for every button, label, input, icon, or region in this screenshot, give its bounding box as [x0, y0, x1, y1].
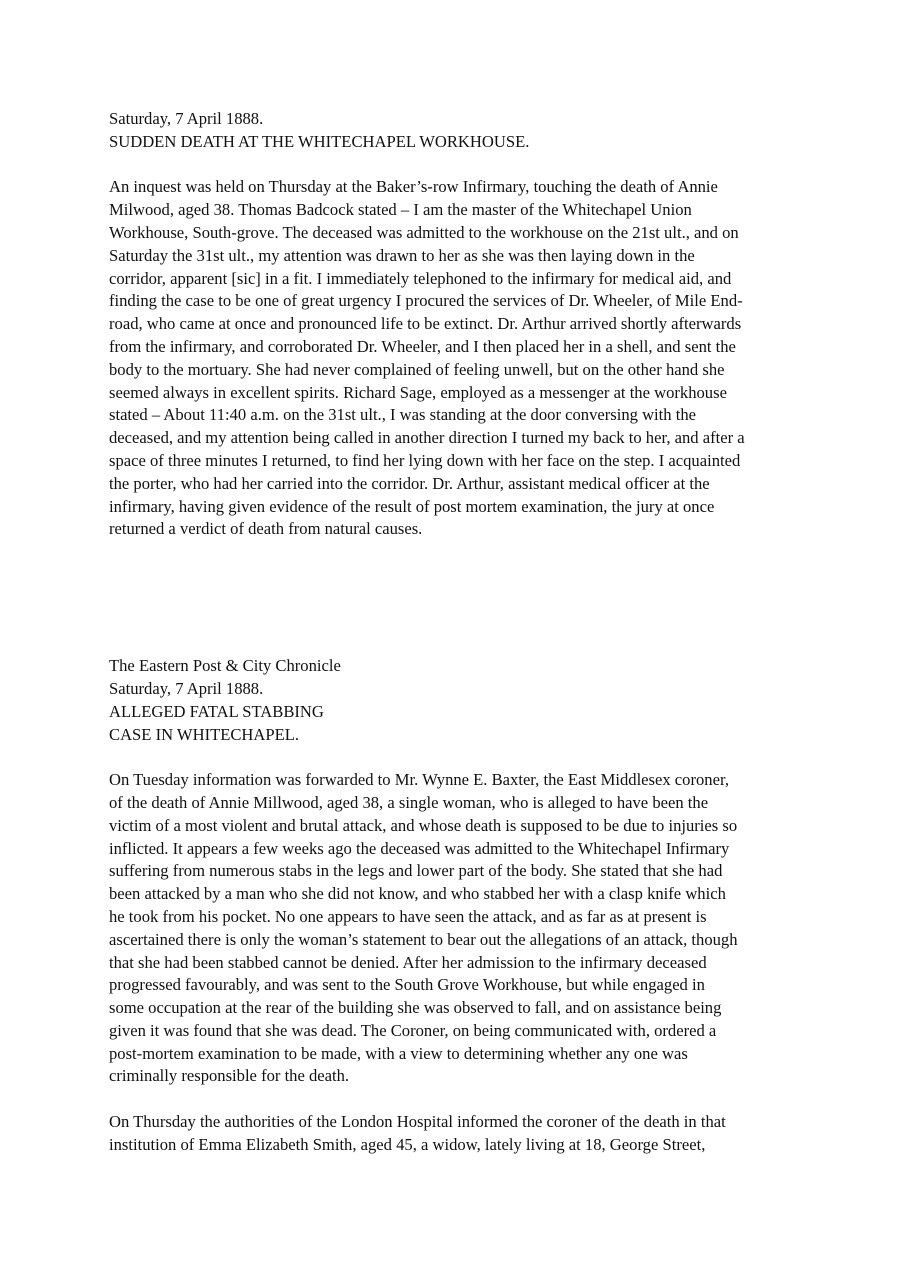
article-headline: SUDDEN DEATH AT THE WHITECHAPEL WORKHOUSE. [109, 131, 530, 151]
body-line: seemed always in excellent spirits. Richard Sage, employed as a messenger at the workhouse [109, 382, 727, 402]
body-line: that she had been stabbed cannot be denied. After her admission to the infirmary deceased [109, 952, 707, 972]
body-line: space of three minutes I returned, to find her lying down with her face on the step. I acquainted [109, 450, 741, 470]
body-line: progressed favourably, and was sent to the South Grove Workhouse, but while engaged in [109, 975, 705, 995]
article-alleged-stabbing [109, 655, 809, 1157]
body-line: ascertained there is only the woman’s statement to bear out the allegations of an attack, though [109, 929, 738, 949]
body-line: stated – About 11:40 a.m. on the 31st ult., I was standing at the door conversing with the [109, 405, 696, 425]
body-line: body to the mortuary. She had never complained of feeling unwell, but on the other hand she [109, 359, 725, 379]
article-paragraph-2 [109, 1111, 809, 1157]
body-line: post-mortem examination to be made, with a view to determining whether any one was [109, 1043, 688, 1063]
body-line: deceased, and my attention being called in another direction I turned my back to her, and after a [109, 428, 745, 448]
body-line: Saturday the 31st ult., my attention was drawn to her as she was then laying down in the [109, 245, 695, 265]
article-headline: CASE IN WHITECHAPEL. [109, 724, 300, 744]
document-page [109, 108, 809, 1157]
body-line: criminally responsible for the death. [109, 1066, 350, 1086]
body-line: of the death of Annie Millwood, aged 38, a single woman, who is alleged to have been the [109, 792, 709, 812]
body-line: On Thursday the authorities of the London Hospital informed the coroner of the death in that [109, 1112, 726, 1132]
body-line: he took from his pocket. No one appears to have seen the attack, and as far as at present is [109, 906, 707, 926]
body-line: from the infirmary, and corroborated Dr. Wheeler, and I then placed her in a shell, and sent the [109, 336, 736, 356]
body-line: corridor, apparent [sic] in a fit. I immediately telephoned to the infirmary for medical aid, and [109, 268, 732, 288]
body-line: infirmary, having given evidence of the result of post mortem examination, the jury at once [109, 496, 715, 516]
article-sudden-death [109, 108, 809, 541]
article-date: Saturday, 7 April 1888. [109, 678, 264, 698]
body-line: institution of Emma Elizabeth Smith, aged 45, a widow, lately living at 18, George Street, [109, 1134, 706, 1154]
article-paragraph-1 [109, 769, 809, 1088]
body-line: some occupation at the rear of the building she was observed to fall, and on assistance being [109, 998, 722, 1018]
body-line: inflicted. It appears a few weeks ago the deceased was admitted to the Whitechapel Infirmary [109, 838, 730, 858]
section-spacer [109, 541, 809, 655]
article-heading [109, 108, 809, 154]
article-date: Saturday, 7 April 1888. [109, 109, 264, 128]
body-line: Milwood, aged 38. Thomas Badcock stated – I am the master of the Whitechapel Union [109, 200, 692, 220]
body-line: An inquest was held on Thursday at the Baker’s-row Infirmary, touching the death of Annie [109, 177, 718, 197]
body-line: Workhouse, South-grove. The deceased was admitted to the workhouse on the 21st ult., and on [109, 222, 739, 242]
publication-name: The Eastern Post & City Chronicle [109, 656, 341, 676]
body-line: suffering from numerous stabs in the legs and lower part of the body. She stated that she had [109, 861, 723, 881]
body-line: been attacked by a man who she did not know, and who stabbed her with a clasp knife which [109, 884, 726, 904]
body-line: returned a verdict of death from natural causes. [109, 519, 423, 539]
body-line: finding the case to be one of great urgency I procured the services of Dr. Wheeler, of Mile End- [109, 291, 743, 311]
body-line: the porter, who had her carried into the corridor. Dr. Arthur, assistant medical officer at the [109, 473, 710, 493]
body-line: victim of a most violent and brutal attack, and whose death is supposed to be due to injuries so [109, 815, 738, 835]
article-body [109, 176, 809, 541]
body-line: given it was found that she was dead. The Coroner, on being communicated with, ordered a [109, 1020, 717, 1040]
body-line: road, who came at once and pronounced life to be extinct. Dr. Arthur arrived shortly afterwards [109, 314, 742, 334]
body-line: On Tuesday information was forwarded to Mr. Wynne E. Baxter, the East Middlesex coroner, [109, 770, 729, 790]
article-heading [109, 655, 809, 746]
article-headline: ALLEGED FATAL STABBING [109, 701, 324, 721]
